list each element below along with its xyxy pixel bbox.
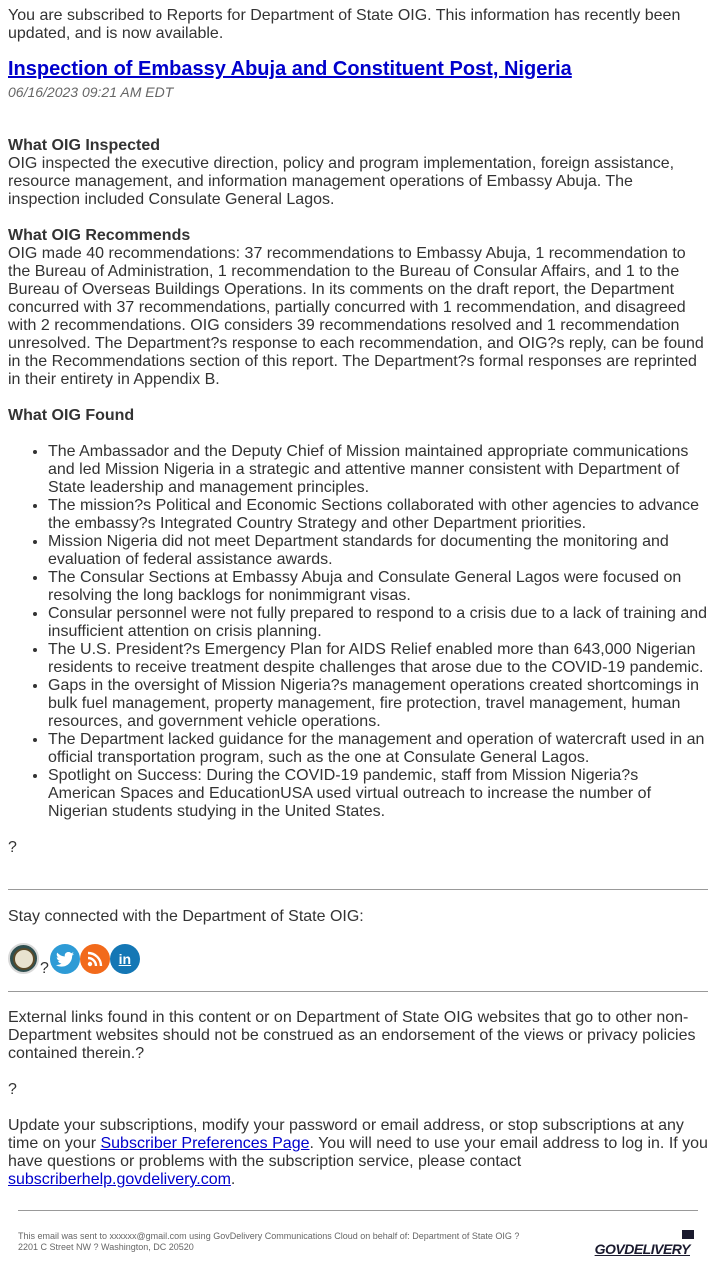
divider: [8, 889, 708, 890]
envelope-icon: [682, 1230, 694, 1239]
findings-list: [8, 443, 708, 821]
update-text-post: .: [230, 1171, 236, 1188]
footer-text: [18, 1231, 588, 1253]
subscriber-help-link[interactable]: subscriberhelp.govdelivery.com: [8, 1171, 231, 1188]
footer-sent-to: This email was sent to xxxxxx@gmail.com using GovDelivery Communications Cloud on behalf of: Department of State OIG ?: [18, 1231, 520, 1241]
finding-item: • Mission Nigeria did not meet Department standards for documenting the monitoring and evaluation of federal assistance awards.: [48, 533, 708, 569]
finding-item: • The Consular Sections at Embassy Abuja and Consulate General Lagos were focused on resolving the long backlogs for nonimmigrant visas.: [48, 569, 708, 605]
footer-divider: [18, 1210, 698, 1211]
finding-item: • The U.S. President?s Emergency Plan for AIDS Relief enabled more than 643,000 Nigerian residents to receive treatment despite challenges that arose due to the COVID-19 pandemic.: [48, 641, 708, 677]
finding-item: • The Ambassador and the Deputy Chief of Mission maintained appropriate communications and led Mission Nigeria in a strategic and attentive manner consistent with Department of State leadership and management principles.: [48, 443, 708, 497]
subscription-update-text: [8, 1117, 708, 1189]
finding-item: • The Department lacked guidance for the management and operation of watercraft used in an official transportation program, such as the one at Consulate General Lagos.: [48, 731, 708, 767]
social-icons: [8, 942, 708, 977]
update-text-mid: . You will need to use your email address to log in. If you have questions or problems with the subscription service, please contact: [8, 1135, 708, 1170]
linkedin-icon[interactable]: in: [110, 944, 140, 974]
finding-item: • The mission?s Political and Economic Sections collaborated with other agencies to advance the embassy?s Integrated Country Strategy and other Department priorities.: [48, 497, 708, 533]
state-dept-seal-icon[interactable]: [8, 943, 39, 974]
social-label: Stay connected with the Department of State OIG:: [8, 908, 364, 925]
email-footer: [18, 1210, 698, 1257]
external-links-disclaimer: External links found in this content or on Department of State OIG websites that go to other non-Department websites should not be construed as an endorsement of the views or privacy policies contained therein.?: [8, 1009, 696, 1062]
divider: [8, 991, 708, 992]
section-body-recommends: OIG made 40 recommendations: 37 recommendations to Embassy Abuja, 1 recommendation to the Bureau of Administration, 1 recommendation to the Bureau of Consular Affairs, and 1 to the Bureau of Overseas Buildings Operations. In its comments on the draft report, the Department concurred with 37 recommendations, partially concurred with 1 recommendation, and disagreed with 2 recommendations. OIG considers 39 recommendations resolved and 1 recommendation unresolved. The Department?s response to each recommendation, and OIG?s reply, can be found in the Recommendations section of this report. The Department?s formal responses are reprinted in their entirety in Appendix B.: [8, 245, 704, 388]
update-text-pre: Update your subscriptions, modify your password or email address, or stop subscriptions at any time on your: [8, 1117, 684, 1152]
stray-character: ?: [8, 839, 17, 856]
footer-address: 2201 C Street NW ? Washington, DC 20520: [18, 1242, 194, 1252]
report-title-link[interactable]: Inspection of Embassy Abuja and Constituent Post, Nigeria: [8, 58, 572, 80]
rss-icon[interactable]: [80, 944, 110, 974]
separator-char: ?: [40, 960, 49, 977]
govdelivery-logo-text: GOVDELIVERY: [594, 1241, 690, 1257]
finding-item: • Consular personnel were not fully prepared to respond to a crisis due to a lack of training and insufficient attention on crisis planning.: [48, 605, 708, 641]
subscriber-preferences-link[interactable]: Subscriber Preferences Page: [100, 1135, 310, 1152]
subscription-intro: You are subscribed to Reports for Department of State OIG. This information has recently been updated, and is now available.: [8, 7, 681, 42]
finding-item: • Spotlight on Success: During the COVID-19 pandemic, staff from Mission Nigeria?s American Spaces and EducationUSA used virtual outreach to increase the number of Nigerian students studying in the United States.: [48, 767, 708, 821]
govdelivery-logo[interactable]: [595, 1240, 690, 1258]
section-heading-found: What OIG Found: [8, 407, 135, 424]
section-heading-recommends: What OIG Recommends: [8, 227, 191, 244]
twitter-icon[interactable]: [50, 944, 80, 974]
stray-character: ?: [8, 1081, 17, 1098]
section-heading-inspected: What OIG Inspected: [8, 137, 161, 154]
finding-item: • Gaps in the oversight of Mission Nigeria?s management operations created shortcomings in bulk fuel management, property management, fire protection, travel management, human resources, and government vehicle operations.: [48, 677, 708, 731]
report-date: 06/16/2023 09:21 AM EDT: [8, 84, 174, 100]
section-body-inspected: OIG inspected the executive direction, policy and program implementation, foreign assistance, resource management, and information management operations of Embassy Abuja. The inspection included Consulate General Lagos.: [8, 155, 675, 208]
